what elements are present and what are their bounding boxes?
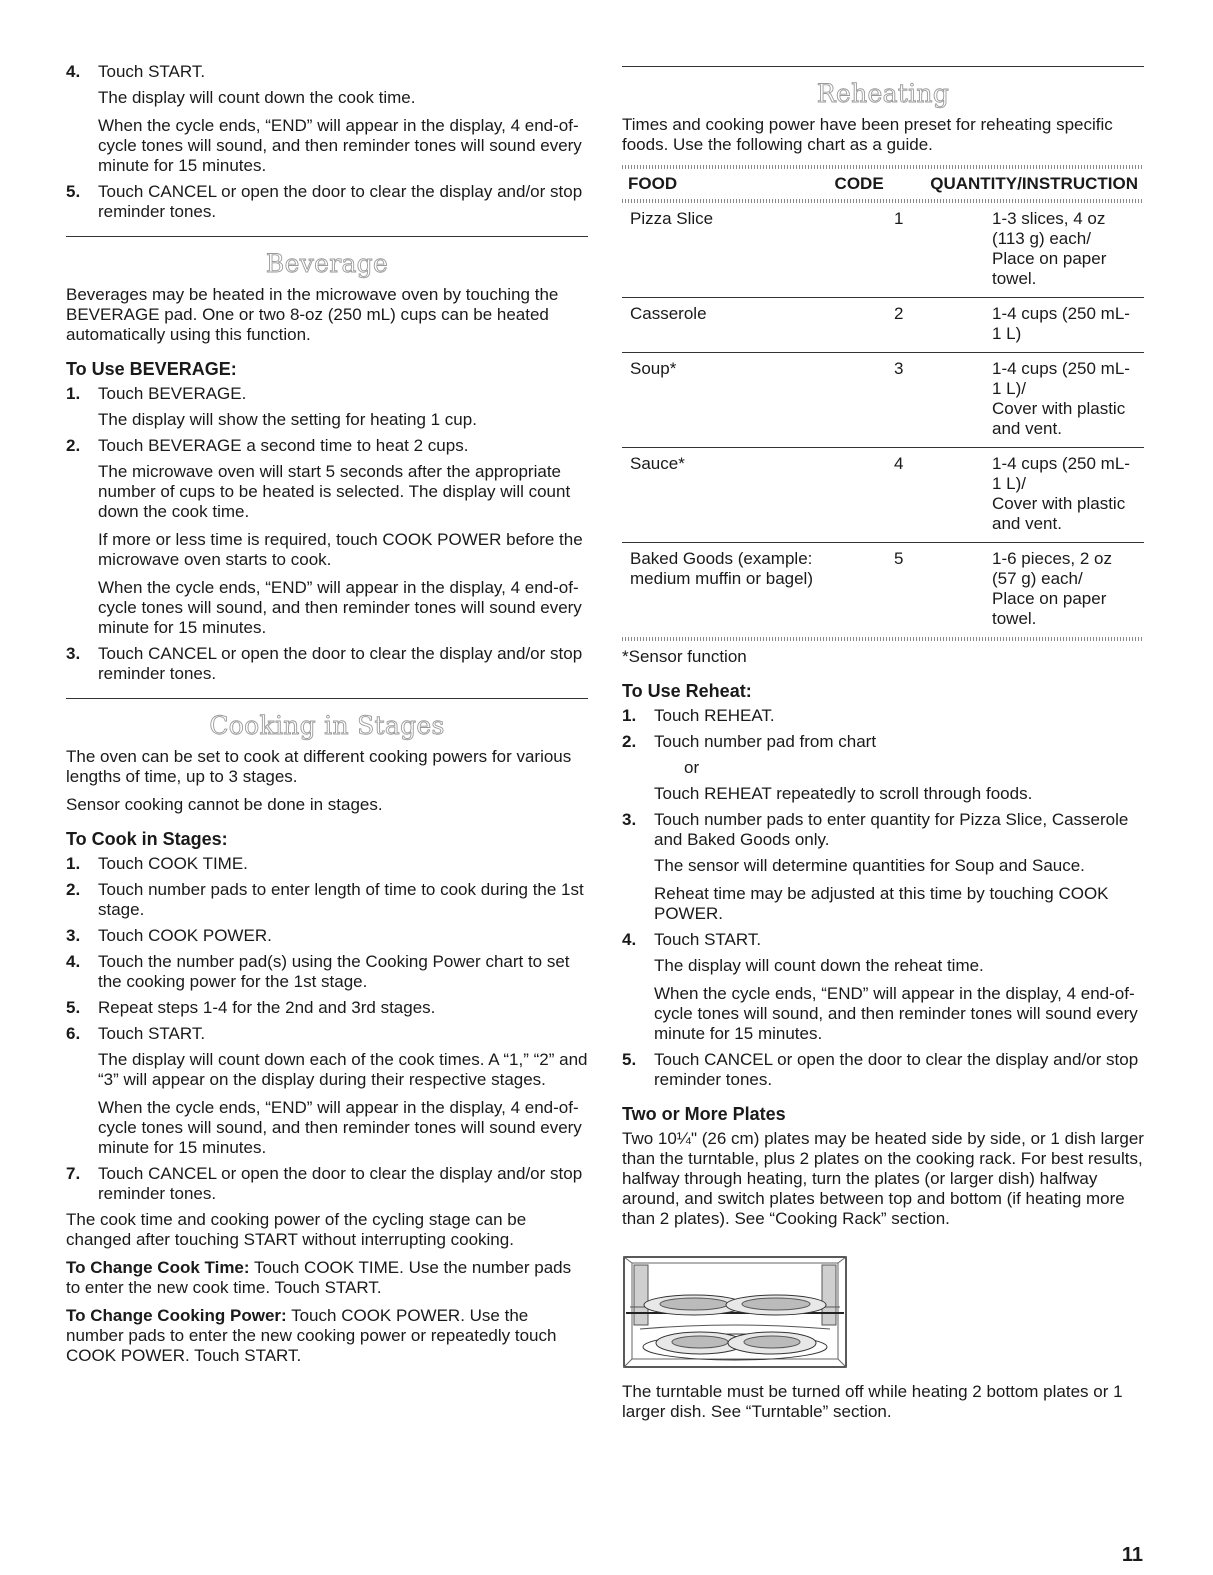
reheat-heading: To Use Reheat: <box>622 681 752 701</box>
step-number: 5. <box>66 998 81 1017</box>
sensor-footnote: *Sensor function <box>622 647 747 666</box>
step-number: 2. <box>66 436 81 455</box>
step-number: 4. <box>66 62 81 81</box>
section-divider <box>622 66 1144 67</box>
plates-text: Two 10¼" (26 cm) plates may be heated side by side, or 1 dish larger than the turntable, plus 2 plates on the cooking rack. For best results, halfway through heating, turn the plates (or larger dish) halfway around, and switch plates between top and bottom (if heating more than 2 plates). See “Cooking Rack” section. <box>622 1129 1144 1228</box>
reheat-table-header <box>622 169 1144 199</box>
cell-food: Pizza Slice <box>630 209 714 228</box>
step-detail: Reheat time may be adjusted at this time by touching COOK POWER. <box>654 884 1109 923</box>
page-number: 11 <box>1121 1544 1143 1566</box>
intro-steps <box>66 62 588 222</box>
step-or: or <box>684 758 700 777</box>
step-number: 5. <box>66 182 81 201</box>
step-text: Touch number pads to enter length of time to cook during the 1st stage. <box>98 880 584 919</box>
stages-intro-1: The oven can be set to cook at different cooking powers for various lengths of time, up to 3 stages. <box>66 747 572 786</box>
step-number: 5. <box>622 1050 637 1069</box>
step-item <box>66 926 588 946</box>
left-column <box>66 62 588 1374</box>
change-cooking-power-text: Touch COOK POWER. Use the number pads to enter the new cooking power or repeatedly touch COOK POWER. Touch START. <box>66 1306 557 1365</box>
step-text: Touch CANCEL or open the door to clear the display and/or stop reminder tones. <box>98 1164 583 1203</box>
cell-food: Baked Goods (example: medium muffin or bagel) <box>622 543 886 638</box>
header-quantity: QUANTITY/INSTRUCTION <box>930 174 1138 193</box>
step-text: Touch the number pad(s) using the Cooking Power chart to set the cooking power for the 1st stage. <box>98 952 570 991</box>
quantity-line: 1-4 cups (250 mL-1 L) <box>992 304 1130 343</box>
step-number: 2. <box>622 732 637 751</box>
reheating-title: Reheating <box>816 79 950 108</box>
step-text: Touch BEVERAGE a second time to heat 2 cups. <box>98 436 469 455</box>
step-text: Touch CANCEL or open the door to clear the display and/or stop reminder tones. <box>98 182 583 221</box>
change-cooking-power <box>66 1306 588 1366</box>
step-text: Touch START. <box>654 930 762 949</box>
cell-quantity <box>984 353 1144 448</box>
step-text: Touch CANCEL or open the door to clear the display and/or stop reminder tones. <box>98 644 583 683</box>
step-item <box>66 998 588 1018</box>
step-detail: The sensor will determine quantities for Soup and Sauce. <box>654 856 1085 875</box>
step-item <box>66 644 588 684</box>
beverage-steps <box>66 384 588 684</box>
step-item <box>66 384 588 430</box>
plates-heading: Two or More Plates <box>622 1104 786 1124</box>
cell-code: 2 <box>886 298 984 353</box>
turntable-caption: The turntable must be turned off while heating 2 bottom plates or 1 larger dish. See “Turntable” section. <box>622 1382 1123 1421</box>
step-detail: If more or less time is required, touch COOK POWER before the microwave oven starts to cook. <box>98 530 583 569</box>
step-number: 6. <box>66 1024 81 1043</box>
step-item <box>622 930 1144 1044</box>
reheat-table-row <box>622 298 1144 353</box>
step-item <box>66 62 588 176</box>
step-number: 2. <box>66 880 81 899</box>
section-divider <box>66 236 588 237</box>
step-text: Touch number pad from chart <box>654 732 877 751</box>
step-text: Touch BEVERAGE. <box>98 384 247 403</box>
step-number: 1. <box>66 384 81 403</box>
stages-title: Cooking in Stages <box>209 711 445 740</box>
step-number: 3. <box>622 810 637 829</box>
beverage-heading: To Use BEVERAGE: <box>66 359 237 379</box>
step-detail: The display will count down the reheat time. <box>654 956 984 975</box>
quantity-line: Place on paper towel. <box>992 249 1107 288</box>
cell-food: Soup* <box>622 353 886 448</box>
change-cooking-power-label: To Change Cooking Power: <box>66 1306 287 1325</box>
step-detail: The display will count down each of the cook times. A “1,” “2” and “3” will appear on the display during their respective stages. <box>98 1050 588 1089</box>
reheat-steps <box>622 706 1144 1090</box>
step-detail: When the cycle ends, “END” will appear in the display, 4 end-of-cycle tones will sound, and then reminder tones will sound every minute for 15 minutes. <box>654 984 1138 1043</box>
step-number: 1. <box>66 854 81 873</box>
step-number: 3. <box>66 644 81 663</box>
cell-quantity <box>984 543 1144 638</box>
reheat-table-row <box>622 448 1144 543</box>
step-item <box>66 436 588 638</box>
reheat-table-row <box>622 353 1144 448</box>
step-detail: The display will count down the cook time. <box>98 88 416 107</box>
cell-food: Casserole <box>622 298 886 353</box>
step-number: 3. <box>66 926 81 945</box>
step-item <box>622 1050 1144 1090</box>
step-item <box>66 1024 588 1158</box>
cell-quantity <box>984 448 1144 543</box>
beverage-title: Beverage <box>265 249 389 278</box>
step-text: Repeat steps 1-4 for the 2nd and 3rd stages. <box>98 998 436 1017</box>
step-item <box>66 1164 588 1204</box>
reheat-table-row <box>622 203 1144 298</box>
reheat-table <box>622 169 1144 199</box>
reheating-intro: Times and cooking power have been preset for reheating specific foods. Use the following chart as a guide. <box>622 115 1113 154</box>
header-code: CODE <box>834 174 884 193</box>
cell-code: 4 <box>886 448 984 543</box>
step-text: Touch START. <box>98 62 206 81</box>
change-cook-time <box>66 1258 588 1298</box>
step-text: Touch COOK POWER. <box>98 926 272 945</box>
section-divider <box>66 698 588 699</box>
quantity-line: 1-4 cups (250 mL-1 L)/ <box>992 359 1130 398</box>
beverage-intro: Beverages may be heated in the microwave oven by touching the BEVERAGE pad. One or two 8-oz (250 mL) cups can be heated automatically using this function. <box>66 285 559 344</box>
step-detail: When the cycle ends, “END” will appear in the display, 4 end-of-cycle tones will sound, and then reminder tones will sound every minute for 15 minutes. <box>98 116 582 175</box>
cell-code: 3 <box>886 353 984 448</box>
step-item <box>66 182 588 222</box>
step-detail: When the cycle ends, “END” will appear in the display, 4 end-of-cycle tones will sound, and then reminder tones will sound every minute for 15 minutes. <box>98 578 582 637</box>
step-item <box>66 952 588 992</box>
cell-quantity <box>984 203 1144 298</box>
step-item <box>66 880 588 920</box>
step-detail: Touch REHEAT repeatedly to scroll through foods. <box>654 784 1033 803</box>
quantity-line: 1-6 pieces, 2 oz (57 g) each/ <box>992 549 1113 588</box>
cell-quantity <box>984 298 1144 353</box>
cell-food: Sauce* <box>622 448 886 543</box>
quantity-line: 1-4 cups (250 mL-1 L)/ <box>992 454 1130 493</box>
cell-code: 5 <box>886 543 984 638</box>
step-number: 4. <box>622 930 637 949</box>
cooking-rack-plates-illustration <box>622 1255 848 1369</box>
quantity-line: Cover with plastic and vent. <box>992 399 1126 438</box>
step-text: Touch START. <box>98 1024 206 1043</box>
cell-code: 1 <box>894 209 904 228</box>
change-cook-time-label: To Change Cook Time: <box>66 1258 250 1277</box>
reheat-table-wrapper <box>622 165 1144 641</box>
stages-closing: The cook time and cooking power of the cycling stage can be changed after touching START without interrupting cooking. <box>66 1210 527 1249</box>
step-text: Touch number pads to enter quantity for Pizza Slice, Casserole and Baked Goods only. <box>654 810 1129 849</box>
reheat-table-body <box>622 203 1144 637</box>
right-column <box>622 62 1144 1430</box>
step-item <box>66 854 588 874</box>
step-detail: The microwave oven will start 5 seconds after the appropriate number of cups to be heated is selected. The display will count down the cook time. <box>98 462 571 521</box>
stages-intro-2: Sensor cooking cannot be done in stages. <box>66 795 383 814</box>
step-text: Touch CANCEL or open the door to clear the display and/or stop reminder tones. <box>654 1050 1139 1089</box>
step-item <box>622 810 1144 924</box>
table-bottom-hatch <box>622 637 1144 641</box>
reheat-table-row <box>622 543 1144 638</box>
step-item <box>622 732 1144 804</box>
step-text: Touch COOK TIME. <box>98 854 248 873</box>
quantity-line: Place on paper towel. <box>992 589 1107 628</box>
step-number: 1. <box>622 706 637 725</box>
step-number: 7. <box>66 1164 81 1183</box>
step-detail: The display will show the setting for heating 1 cup. <box>98 410 477 429</box>
quantity-line: Cover with plastic and vent. <box>992 494 1126 533</box>
step-item <box>622 706 1144 726</box>
change-cook-time-text: Touch COOK TIME. Use the number pads to enter the new cook time. Touch START. <box>66 1258 572 1297</box>
stages-steps <box>66 854 588 1204</box>
quantity-line: 1-3 slices, 4 oz (113 g) each/ <box>992 209 1106 248</box>
step-text: Touch REHEAT. <box>654 706 775 725</box>
stages-heading: To Cook in Stages: <box>66 829 228 849</box>
step-detail: When the cycle ends, “END” will appear in the display, 4 end-of-cycle tones will sound, and then reminder tones will sound every minute for 15 minutes. <box>98 1098 582 1157</box>
step-number: 4. <box>66 952 81 971</box>
header-food: FOOD <box>628 174 678 193</box>
